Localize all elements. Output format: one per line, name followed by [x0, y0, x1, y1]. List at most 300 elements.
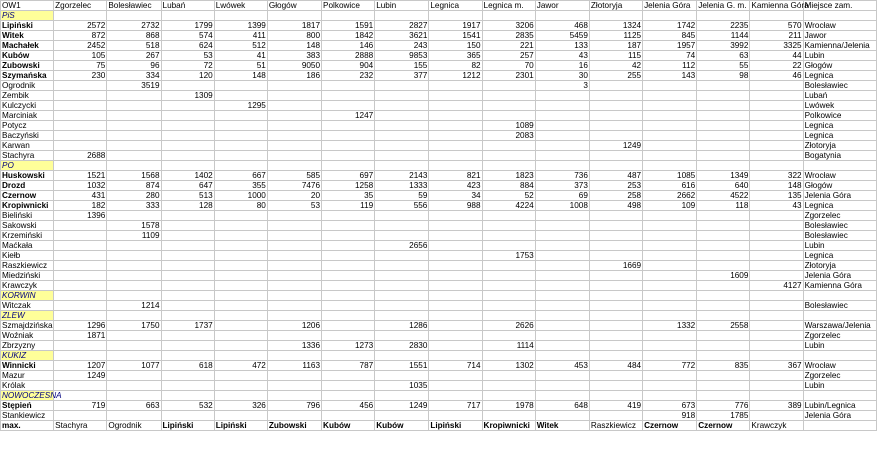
cell[interactable]: Złotoryja: [803, 261, 876, 271]
cell[interactable]: 112: [643, 61, 697, 71]
cell[interactable]: [750, 11, 803, 21]
cell[interactable]: Złotoryja: [803, 141, 876, 151]
cell[interactable]: Warszawa/Jelenia: [803, 321, 876, 331]
cell[interactable]: Stachyra: [54, 421, 107, 431]
cell[interactable]: [161, 231, 214, 241]
cell[interactable]: [322, 221, 375, 231]
row-label-cell[interactable]: Zubowski: [1, 61, 54, 71]
cell[interactable]: [589, 351, 642, 361]
cell[interactable]: [267, 211, 321, 221]
cell[interactable]: [535, 141, 589, 151]
cell[interactable]: 1207: [54, 361, 107, 371]
cell[interactable]: [214, 391, 267, 401]
row-label-cell[interactable]: Stachyra: [1, 151, 54, 161]
cell[interactable]: [322, 301, 375, 311]
cell[interactable]: 1247: [322, 111, 375, 121]
cell[interactable]: 267: [107, 51, 161, 61]
cell[interactable]: [322, 251, 375, 261]
cell[interactable]: 1114: [482, 341, 535, 351]
cell[interactable]: [697, 151, 750, 161]
cell[interactable]: [750, 341, 803, 351]
cell[interactable]: Bolesławiec: [803, 81, 876, 91]
row-label-cell[interactable]: Bieliński: [1, 211, 54, 221]
row-label-cell[interactable]: Szmajdzińska: [2, 321, 53, 330]
column-header[interactable]: Jawor: [535, 1, 589, 11]
cell[interactable]: 9853: [375, 51, 429, 61]
cell[interactable]: [161, 371, 214, 381]
cell[interactable]: Zgorzelec: [803, 211, 876, 221]
cell[interactable]: 148: [214, 71, 267, 81]
row-label-cell[interactable]: Raszkiewicz: [1, 261, 54, 271]
cell[interactable]: Jelenia Góra: [803, 191, 876, 201]
cell[interactable]: [697, 311, 750, 321]
cell[interactable]: [589, 411, 642, 421]
cell[interactable]: [161, 141, 214, 151]
cell[interactable]: [750, 301, 803, 311]
cell[interactable]: [429, 271, 482, 281]
cell[interactable]: 518: [107, 41, 161, 51]
cell[interactable]: [535, 151, 589, 161]
cell[interactable]: [535, 91, 589, 101]
cell[interactable]: [214, 231, 267, 241]
cell[interactable]: [161, 161, 214, 171]
cell[interactable]: Kropiwnicki: [482, 421, 535, 431]
cell[interactable]: [54, 291, 107, 301]
cell[interactable]: [107, 381, 161, 391]
cell[interactable]: Legnica: [803, 251, 876, 261]
cell[interactable]: 1214: [107, 301, 161, 311]
cell[interactable]: [589, 371, 642, 381]
cell[interactable]: 253: [589, 181, 642, 191]
cell[interactable]: Polkowice: [803, 111, 876, 121]
cell[interactable]: [322, 91, 375, 101]
cell[interactable]: [54, 81, 107, 91]
cell[interactable]: [429, 131, 482, 141]
cell[interactable]: 1144: [697, 31, 750, 41]
cell[interactable]: 1785: [697, 411, 750, 421]
cell[interactable]: [429, 11, 482, 21]
cell[interactable]: [535, 371, 589, 381]
cell[interactable]: [322, 121, 375, 131]
cell[interactable]: [161, 121, 214, 131]
cell[interactable]: 663: [107, 401, 161, 411]
cell[interactable]: 3206: [482, 21, 535, 31]
cell[interactable]: 1742: [643, 21, 697, 31]
column-header[interactable]: Lubin: [375, 1, 429, 11]
cell[interactable]: 1402: [161, 171, 214, 181]
row-label-cell[interactable]: Lipiński: [1, 21, 54, 31]
cell[interactable]: 787: [322, 361, 375, 371]
cell[interactable]: [54, 161, 107, 171]
cell[interactable]: 1871: [54, 331, 107, 341]
cell[interactable]: 616: [643, 181, 697, 191]
cell[interactable]: Bolesławiec: [803, 301, 876, 311]
cell[interactable]: [161, 341, 214, 351]
cell[interactable]: 96: [107, 61, 161, 71]
cell[interactable]: [267, 101, 321, 111]
cell[interactable]: [214, 341, 267, 351]
column-header[interactable]: Złotoryja: [589, 1, 642, 11]
row-label-cell[interactable]: Kiełb: [1, 251, 54, 261]
cell[interactable]: 333: [107, 201, 161, 211]
cell[interactable]: [535, 291, 589, 301]
cell[interactable]: [535, 311, 589, 321]
cell[interactable]: 717: [429, 401, 482, 411]
cell[interactable]: [803, 421, 876, 431]
cell[interactable]: [375, 291, 429, 301]
cell[interactable]: [322, 81, 375, 91]
cell[interactable]: [482, 101, 535, 111]
cell[interactable]: [429, 261, 482, 271]
cell[interactable]: [267, 251, 321, 261]
cell[interactable]: 373: [535, 181, 589, 191]
cell[interactable]: 1753: [482, 251, 535, 261]
cell[interactable]: Legnica: [803, 201, 876, 211]
cell[interactable]: 128: [161, 201, 214, 211]
cell[interactable]: 1799: [161, 21, 214, 31]
cell[interactable]: [643, 271, 697, 281]
cell[interactable]: Lubin: [803, 341, 876, 351]
cell[interactable]: [429, 221, 482, 231]
cell[interactable]: [750, 81, 803, 91]
cell[interactable]: [429, 371, 482, 381]
cell[interactable]: 69: [535, 191, 589, 201]
cell[interactable]: [161, 381, 214, 391]
cell[interactable]: 800: [267, 31, 321, 41]
cell[interactable]: [107, 141, 161, 151]
row-label-cell[interactable]: Woźniak: [1, 331, 54, 341]
cell[interactable]: [697, 131, 750, 141]
cell[interactable]: [643, 251, 697, 261]
cell[interactable]: [322, 11, 375, 21]
cell[interactable]: 120: [161, 71, 214, 81]
cell[interactable]: [375, 311, 429, 321]
cell[interactable]: 30: [535, 71, 589, 81]
cell[interactable]: [161, 101, 214, 111]
cell[interactable]: [429, 231, 482, 241]
cell[interactable]: [161, 261, 214, 271]
cell[interactable]: [482, 311, 535, 321]
cell[interactable]: 532: [161, 401, 214, 411]
cell[interactable]: [161, 211, 214, 221]
cell[interactable]: [322, 101, 375, 111]
column-header[interactable]: Zgorzelec: [54, 1, 107, 11]
cell[interactable]: 1823: [482, 171, 535, 181]
cell[interactable]: 115: [589, 51, 642, 61]
cell[interactable]: 75: [54, 61, 107, 71]
cell[interactable]: [697, 211, 750, 221]
cell[interactable]: 1008: [535, 201, 589, 211]
cell[interactable]: [375, 91, 429, 101]
cell[interactable]: [697, 341, 750, 351]
cell[interactable]: [643, 101, 697, 111]
cell[interactable]: [54, 301, 107, 311]
cell[interactable]: 624: [161, 41, 214, 51]
cell[interactable]: [482, 111, 535, 121]
cell[interactable]: [643, 211, 697, 221]
cell[interactable]: 776: [697, 401, 750, 411]
cell[interactable]: [697, 141, 750, 151]
cell[interactable]: [214, 321, 267, 331]
cell[interactable]: 411: [214, 31, 267, 41]
cell[interactable]: [375, 281, 429, 291]
cell[interactable]: [697, 351, 750, 361]
cell[interactable]: 105: [54, 51, 107, 61]
cell[interactable]: [482, 211, 535, 221]
cell[interactable]: 1396: [54, 211, 107, 221]
cell[interactable]: [482, 271, 535, 281]
cell[interactable]: 868: [107, 31, 161, 41]
cell[interactable]: Lipiński: [161, 421, 214, 431]
cell[interactable]: [214, 281, 267, 291]
cell[interactable]: 280: [107, 191, 161, 201]
cell[interactable]: 98: [697, 71, 750, 81]
cell[interactable]: [643, 91, 697, 101]
cell[interactable]: [482, 11, 535, 21]
cell[interactable]: [429, 121, 482, 131]
cell[interactable]: [643, 111, 697, 121]
cell[interactable]: 1302: [482, 361, 535, 371]
cell[interactable]: [697, 161, 750, 171]
cell[interactable]: [750, 371, 803, 381]
cell[interactable]: 1035: [375, 381, 429, 391]
cell[interactable]: [643, 371, 697, 381]
cell[interactable]: 714: [429, 361, 482, 371]
cell[interactable]: 148: [267, 41, 321, 51]
cell[interactable]: [267, 221, 321, 231]
cell[interactable]: [750, 101, 803, 111]
cell[interactable]: 2732: [107, 21, 161, 31]
cell[interactable]: [375, 371, 429, 381]
cell[interactable]: [750, 221, 803, 231]
cell[interactable]: 258: [589, 191, 642, 201]
row-label-cell[interactable]: Kubów: [1, 51, 54, 61]
cell[interactable]: [375, 131, 429, 141]
cell[interactable]: 1296: [54, 321, 107, 331]
cell[interactable]: [267, 291, 321, 301]
cell[interactable]: [375, 151, 429, 161]
cell[interactable]: [107, 251, 161, 261]
cell[interactable]: Kamienna Góra: [803, 281, 876, 291]
cell[interactable]: Lipiński: [429, 421, 482, 431]
cell[interactable]: 53: [161, 51, 214, 61]
cell[interactable]: 135: [750, 191, 803, 201]
cell[interactable]: [161, 131, 214, 141]
cell[interactable]: [429, 161, 482, 171]
cell[interactable]: [214, 261, 267, 271]
row-label-cell[interactable]: Miedziński: [1, 271, 54, 281]
cell[interactable]: [322, 151, 375, 161]
cell[interactable]: 2452: [54, 41, 107, 51]
column-header[interactable]: Lubań: [161, 1, 214, 11]
cell[interactable]: [535, 331, 589, 341]
cell[interactable]: [589, 321, 642, 331]
cell[interactable]: [750, 111, 803, 121]
cell[interactable]: [54, 261, 107, 271]
cell[interactable]: 2835: [482, 31, 535, 41]
cell[interactable]: 63: [697, 51, 750, 61]
cell[interactable]: 1212: [429, 71, 482, 81]
row-label-cell[interactable]: Szymańska: [1, 71, 54, 81]
cell[interactable]: [643, 121, 697, 131]
cell[interactable]: 109: [643, 201, 697, 211]
cell[interactable]: [322, 231, 375, 241]
cell[interactable]: 845: [643, 31, 697, 41]
cell[interactable]: [214, 251, 267, 261]
cell[interactable]: 1349: [697, 171, 750, 181]
cell[interactable]: [643, 151, 697, 161]
cell[interactable]: [750, 331, 803, 341]
cell[interactable]: 472: [214, 361, 267, 371]
cell[interactable]: 146: [322, 41, 375, 51]
cell[interactable]: [535, 251, 589, 261]
cell[interactable]: [214, 271, 267, 281]
cell[interactable]: 53: [267, 201, 321, 211]
cell[interactable]: 1541: [429, 31, 482, 41]
cell[interactable]: [429, 151, 482, 161]
cell[interactable]: [697, 301, 750, 311]
cell[interactable]: [643, 391, 697, 401]
cell[interactable]: [697, 331, 750, 341]
cell[interactable]: [535, 341, 589, 351]
cell[interactable]: [803, 311, 876, 321]
cell[interactable]: 35: [322, 191, 375, 201]
cell[interactable]: [643, 281, 697, 291]
cell[interactable]: [429, 321, 482, 331]
cell[interactable]: [482, 221, 535, 231]
cell[interactable]: [161, 281, 214, 291]
cell[interactable]: 1332: [643, 321, 697, 331]
cell[interactable]: [429, 101, 482, 111]
cell[interactable]: [375, 161, 429, 171]
cell[interactable]: 796: [267, 401, 321, 411]
cell[interactable]: [535, 111, 589, 121]
row-label-cell[interactable]: Winnicki: [1, 361, 54, 371]
cell[interactable]: [54, 121, 107, 131]
cell[interactable]: 74: [643, 51, 697, 61]
cell[interactable]: 55: [697, 61, 750, 71]
cell[interactable]: [535, 231, 589, 241]
cell[interactable]: 640: [697, 181, 750, 191]
cell[interactable]: 9050: [267, 61, 321, 71]
cell[interactable]: 221: [482, 41, 535, 51]
cell[interactable]: 355: [214, 181, 267, 191]
cell[interactable]: [589, 81, 642, 91]
cell[interactable]: [54, 341, 107, 351]
cell[interactable]: [267, 131, 321, 141]
cell[interactable]: Głogów: [803, 181, 876, 191]
cell[interactable]: [375, 411, 429, 421]
cell[interactable]: [375, 231, 429, 241]
cell[interactable]: 1578: [107, 221, 161, 231]
cell[interactable]: [535, 121, 589, 131]
row-label-cell[interactable]: max.: [1, 421, 54, 431]
cell[interactable]: [107, 281, 161, 291]
cell[interactable]: [107, 11, 161, 21]
cell[interactable]: [643, 381, 697, 391]
cell[interactable]: Zubowski: [267, 421, 321, 431]
cell[interactable]: 1273: [322, 341, 375, 351]
cell[interactable]: [322, 141, 375, 151]
cell[interactable]: [750, 351, 803, 361]
cell[interactable]: [322, 411, 375, 421]
cell[interactable]: 574: [161, 31, 214, 41]
cell[interactable]: [54, 271, 107, 281]
cell[interactable]: [589, 281, 642, 291]
cell[interactable]: 821: [429, 171, 482, 181]
cell[interactable]: [482, 141, 535, 151]
cell[interactable]: [697, 101, 750, 111]
cell[interactable]: [267, 331, 321, 341]
cell[interactable]: [267, 411, 321, 421]
cell[interactable]: [375, 271, 429, 281]
cell[interactable]: [267, 11, 321, 21]
cell[interactable]: 41: [214, 51, 267, 61]
cell[interactable]: 487: [589, 171, 642, 181]
cell[interactable]: 2083: [482, 131, 535, 141]
cell[interactable]: [482, 241, 535, 251]
cell[interactable]: [267, 311, 321, 321]
cell[interactable]: [750, 251, 803, 261]
cell[interactable]: 257: [482, 51, 535, 61]
cell[interactable]: [697, 241, 750, 251]
cell[interactable]: 72: [161, 61, 214, 71]
cell[interactable]: [161, 331, 214, 341]
cell[interactable]: [535, 391, 589, 401]
cell[interactable]: 453: [535, 361, 589, 371]
cell[interactable]: [322, 381, 375, 391]
cell[interactable]: [589, 221, 642, 231]
row-label-cell[interactable]: Potycz: [1, 121, 54, 131]
cell[interactable]: [322, 211, 375, 221]
cell[interactable]: 1295: [214, 101, 267, 111]
cell[interactable]: [429, 411, 482, 421]
cell[interactable]: [750, 321, 803, 331]
cell[interactable]: [697, 291, 750, 301]
cell[interactable]: [54, 411, 107, 421]
cell[interactable]: [107, 211, 161, 221]
cell[interactable]: 918: [643, 411, 697, 421]
cell[interactable]: [697, 111, 750, 121]
row-label-cell[interactable]: Karwan: [1, 141, 54, 151]
cell[interactable]: 988: [429, 201, 482, 211]
cell[interactable]: 4522: [697, 191, 750, 201]
cell[interactable]: [643, 241, 697, 251]
cell[interactable]: 1609: [697, 271, 750, 281]
cell[interactable]: [267, 81, 321, 91]
cell[interactable]: 211: [750, 31, 803, 41]
cell[interactable]: 2688: [54, 151, 107, 161]
column-header[interactable]: Głogów: [267, 1, 321, 11]
cell[interactable]: [589, 331, 642, 341]
cell[interactable]: [429, 111, 482, 121]
cell[interactable]: [214, 141, 267, 151]
cell[interactable]: [589, 341, 642, 351]
cell[interactable]: [214, 351, 267, 361]
cell[interactable]: Wrocław: [803, 171, 876, 181]
cell[interactable]: [267, 161, 321, 171]
cell[interactable]: Kubów: [375, 421, 429, 431]
cell[interactable]: [54, 131, 107, 141]
cell[interactable]: [643, 231, 697, 241]
cell[interactable]: [803, 11, 876, 21]
cell[interactable]: 322: [750, 171, 803, 181]
cell[interactable]: [429, 291, 482, 301]
cell[interactable]: [267, 91, 321, 101]
column-header[interactable]: Miejsce zam.: [803, 1, 876, 11]
cell[interactable]: [697, 81, 750, 91]
cell[interactable]: 230: [54, 71, 107, 81]
